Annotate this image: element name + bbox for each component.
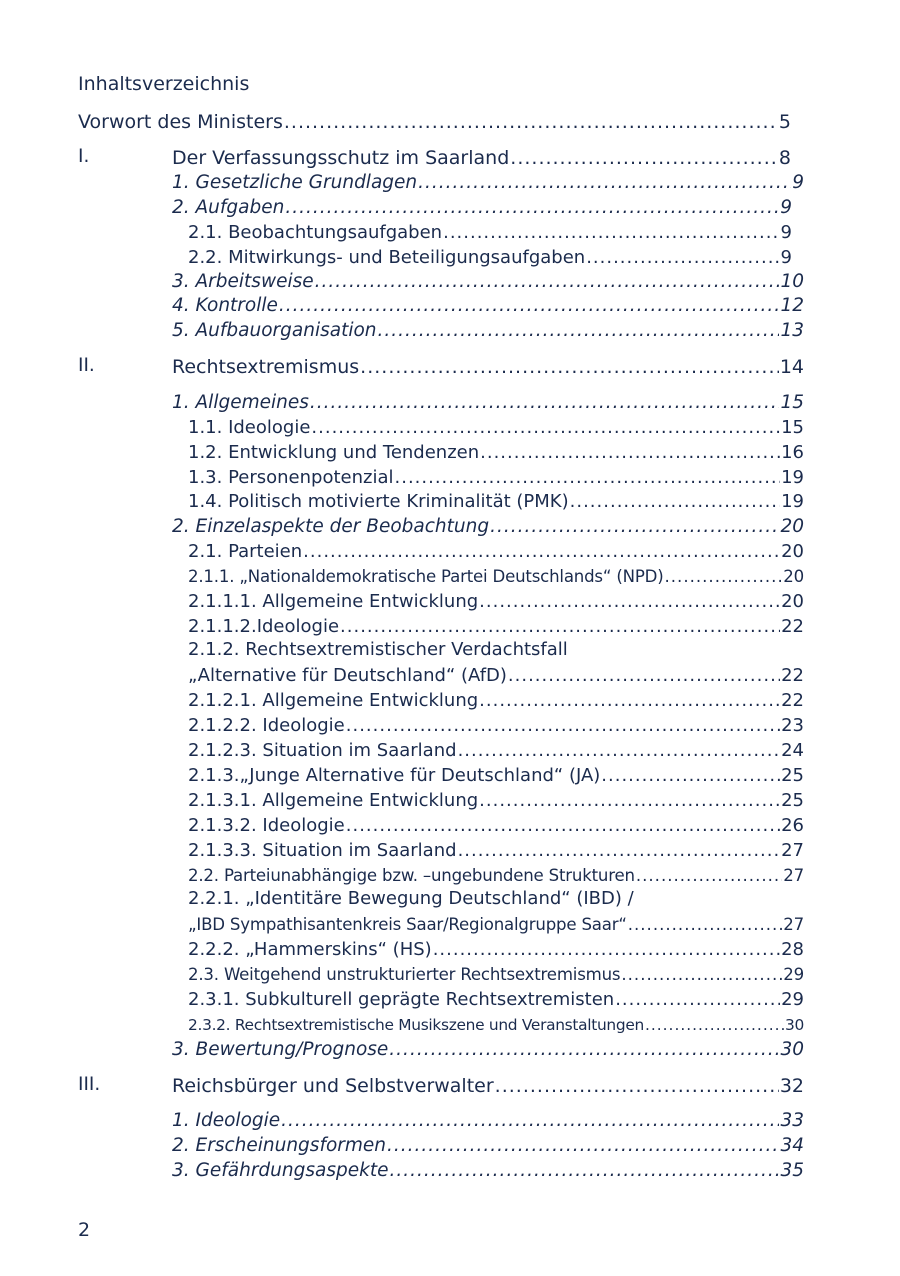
leader-dots	[387, 1134, 779, 1158]
toc-entry-text: 2.1.3.3. Situation im Saarland	[188, 840, 457, 861]
toc-entry-text: 2.3. Weitgehend unstrukturierter Rechtsextremismus	[188, 965, 621, 984]
toc-entry[interactable]	[188, 416, 804, 440]
leader-dots	[508, 664, 780, 688]
toc-entry-page: 35	[780, 1160, 804, 1181]
toc-entry[interactable]	[188, 714, 804, 738]
toc-heading: Inhaltsverzeichnis	[78, 73, 250, 95]
leader-dots	[346, 714, 780, 738]
toc-entry-text: 2.1.1.2.Ideologie	[188, 616, 340, 637]
toc-entry-page: 22	[781, 616, 804, 637]
toc-entry-page: 8	[778, 147, 791, 169]
toc-entry[interactable]	[188, 913, 804, 937]
toc-entry[interactable]	[188, 864, 804, 888]
toc-entry-text: 2.1. Parteien	[188, 541, 303, 562]
toc-entry-page: 33	[780, 1110, 804, 1131]
toc-entry[interactable]	[172, 1134, 804, 1158]
section-numeral: II.	[78, 355, 95, 376]
leader-dots	[458, 839, 781, 863]
leader-dots	[389, 1159, 779, 1183]
toc-entry-page: 14	[779, 356, 804, 378]
leader-dots	[389, 1038, 779, 1062]
toc-entry-text: 2. Einzelaspekte der Beobachtung	[172, 516, 490, 537]
leader-dots	[284, 110, 778, 134]
toc-entry[interactable]	[188, 441, 804, 465]
leader-dots	[479, 789, 780, 813]
toc-section-3[interactable]	[172, 1074, 804, 1098]
toc-entry[interactable]	[188, 988, 804, 1012]
toc-entry-text: 2.1.2.3. Situation im Saarland	[188, 740, 457, 761]
leader-dots	[346, 814, 780, 838]
toc-entry[interactable]	[188, 540, 804, 564]
toc-section-2[interactable]	[172, 355, 804, 379]
toc-entry-page: 20	[783, 567, 804, 586]
toc-entry-text: 1. Allgemeines	[172, 392, 309, 413]
toc-entry-text: 2.1.2.1. Allgemeine Entwicklung	[188, 690, 479, 711]
toc-entry-page: 16	[781, 442, 804, 463]
toc-entry-page: 25	[781, 790, 804, 811]
leader-dots	[479, 590, 780, 614]
toc-entry-text: 2.2.1. „Identitäre Bewegung Deutschland“ (IBD) /	[188, 888, 634, 909]
leader-dots	[628, 913, 783, 937]
toc-entry-page: 9	[780, 222, 792, 243]
toc-entry-page: 10	[780, 271, 804, 292]
toc-entry-text: 1.1. Ideologie	[188, 417, 311, 438]
toc-entry-page: 25	[781, 765, 804, 786]
toc-entry-page: 30	[785, 1016, 804, 1034]
toc-entry[interactable]	[188, 664, 804, 688]
toc-entry-page: 9	[780, 197, 792, 218]
toc-entry-text: „IBD Sympathisantenkreis Saar/Regionalgruppe Saar“	[188, 915, 627, 934]
toc-entry-page: 22	[781, 665, 804, 686]
toc-entry-page: 22	[781, 690, 804, 711]
toc-entry-text: „Alternative für Deutschland“ (AfD)	[188, 665, 507, 686]
toc-entry-page: 27	[783, 866, 804, 885]
leader-dots	[281, 1109, 779, 1133]
toc-entry-page: 20	[781, 541, 804, 562]
leader-dots	[510, 146, 778, 170]
toc-entry-text: 1.3. Personenpotenzial	[188, 467, 394, 488]
toc-entry-page: 32	[779, 1075, 804, 1097]
toc-entry-page: 5	[778, 111, 791, 133]
leader-dots	[310, 391, 780, 415]
toc-entry-page: 19	[781, 491, 804, 512]
toc-entry-text: 2.2.2. „Hammerskins“ (HS)	[188, 939, 432, 960]
toc-section-1[interactable]	[172, 146, 791, 170]
toc-entry-page: 23	[781, 715, 804, 736]
toc-entry-page: 15	[780, 392, 804, 413]
leader-dots	[279, 294, 780, 318]
toc-entry-text: 2.1.3.2. Ideologie	[188, 815, 345, 836]
toc-entry[interactable]	[188, 565, 804, 589]
toc-entry-text: 4. Kontrolle	[172, 295, 278, 316]
toc-entry[interactable]	[188, 764, 804, 788]
leader-dots	[458, 739, 781, 763]
toc-entry-page: 24	[781, 740, 804, 761]
leader-dots	[418, 171, 791, 195]
toc-entry-text: 3. Arbeitsweise	[172, 271, 314, 292]
leader-dots	[340, 615, 780, 639]
toc-entry[interactable]	[188, 590, 804, 614]
toc-entry[interactable]	[172, 391, 804, 415]
leader-dots	[303, 540, 780, 564]
toc-entry[interactable]	[188, 814, 804, 838]
toc-entry-page: 30	[780, 1039, 804, 1060]
toc-entry[interactable]	[172, 171, 804, 195]
toc-entry-text: 2.1.3.„Junge Alternative für Deutschland“ (JA)	[188, 765, 601, 786]
toc-entry-text: 1.2. Entwicklung und Tendenzen	[188, 442, 480, 463]
toc-entry-text: Vorwort des Ministers	[78, 111, 283, 133]
toc-entry-page: 29	[781, 989, 804, 1010]
toc-entry[interactable]	[188, 490, 804, 514]
toc-entry-text: 3. Bewertung/Prognose	[172, 1039, 389, 1060]
toc-entry[interactable]	[188, 938, 804, 962]
leader-dots	[601, 764, 780, 788]
toc-entry-text: 2.3.2. Rechtsextremistische Musikszene und Veranstaltungen	[188, 1016, 644, 1034]
leader-dots	[443, 221, 779, 245]
toc-entry-text: 2.1.1.1. Allgemeine Entwicklung	[188, 591, 479, 612]
toc-entry-text: 1. Gesetzliche Grundlagen	[172, 172, 418, 193]
leader-dots	[433, 938, 780, 962]
toc-entry-page: 9	[780, 247, 792, 268]
toc-entry-text: Reichsbürger und Selbstverwalter	[172, 1075, 494, 1097]
leader-dots	[285, 196, 779, 220]
toc-entry-text: 2. Erscheinungsformen	[172, 1135, 387, 1156]
toc-entry[interactable]	[172, 1159, 804, 1183]
section-numeral: III.	[78, 1074, 101, 1095]
toc-entry-text: 2.1.3.1. Allgemeine Entwicklung	[188, 790, 479, 811]
leader-dots	[360, 355, 779, 379]
leader-dots	[615, 988, 780, 1012]
toc-entry-page: 27	[783, 915, 804, 934]
leader-dots	[395, 466, 781, 490]
toc-entry[interactable]	[172, 270, 804, 294]
leader-dots	[665, 565, 783, 589]
toc-entry[interactable]	[188, 615, 804, 639]
leader-dots	[378, 319, 780, 343]
toc-entry-text: Der Verfassungsschutz im Saarland	[172, 147, 510, 169]
toc-entry-text: 5. Aufbauorganisation	[172, 320, 377, 341]
leader-dots	[636, 864, 782, 888]
toc-entry-text: 2. Aufgaben	[172, 197, 285, 218]
toc-entry-page: 19	[781, 467, 804, 488]
toc-entry-page: 20	[781, 591, 804, 612]
leader-dots	[490, 515, 779, 539]
toc-entry[interactable]	[172, 1038, 804, 1062]
toc-entry[interactable]	[188, 963, 804, 987]
toc-entry[interactable]	[172, 1109, 804, 1133]
toc-entry[interactable]	[172, 515, 804, 539]
leader-dots	[570, 490, 780, 514]
toc-entry[interactable]	[188, 1013, 804, 1037]
toc-entry-page: 13	[780, 320, 804, 341]
toc-entry-text: 2.1.2. Rechtsextremistischer Verdachtsfall	[188, 639, 568, 660]
toc-entry-page: 34	[780, 1135, 804, 1156]
toc-entry-page: 15	[781, 417, 804, 438]
toc-entry-page: 28	[781, 939, 804, 960]
leader-dots	[315, 270, 780, 294]
toc-entry[interactable]	[172, 319, 804, 343]
toc-entry-text: 2.2. Parteiunabhängige bzw. –ungebundene Strukturen	[188, 866, 635, 885]
toc-entry[interactable]	[188, 246, 792, 270]
toc-entry-text: 2.1.2.2. Ideologie	[188, 715, 345, 736]
toc-entry-page: 12	[780, 295, 804, 316]
toc-entry-text: 2.1. Beobachtungsaufgaben	[188, 222, 443, 243]
page-number: 2	[78, 1219, 91, 1241]
toc-entry[interactable]	[172, 196, 792, 220]
toc-entry[interactable]	[188, 839, 804, 863]
toc-entry[interactable]	[188, 739, 804, 763]
toc-entry-page: 26	[781, 815, 804, 836]
toc-entry-text: 1. Ideologie	[172, 1110, 281, 1131]
toc-entry-text: 3. Gefährdungsaspekte	[172, 1160, 389, 1181]
leader-dots	[311, 416, 780, 440]
toc-entry[interactable]	[188, 689, 804, 713]
toc-entry[interactable]	[188, 789, 804, 813]
leader-dots	[586, 246, 779, 270]
toc-entry-text: 2.3.1. Subkulturell geprägte Rechtsextremisten	[188, 989, 615, 1010]
toc-entry-page: 20	[780, 516, 804, 537]
leader-dots	[621, 963, 782, 987]
toc-entry[interactable]	[188, 221, 792, 245]
toc-entry-text: 2.1.1. „Nationaldemokratische Partei Deutschlands“ (NPD)	[188, 567, 664, 586]
leader-dots	[479, 689, 780, 713]
toc-entry-text: 1.4. Politisch motivierte Kriminalität (PMK)	[188, 491, 569, 512]
leader-dots	[495, 1074, 779, 1098]
toc-entry-page: 27	[781, 840, 804, 861]
toc-entry-text: 2.2. Mitwirkungs- und Beteiligungsaufgaben	[188, 247, 586, 268]
leader-dots	[645, 1013, 784, 1037]
toc-entry-page: 9	[792, 172, 804, 193]
toc-entry-foreword[interactable]	[78, 110, 791, 134]
toc-entry[interactable]	[172, 294, 804, 318]
toc-entry[interactable]	[188, 466, 804, 490]
toc-entry-page: 29	[783, 965, 804, 984]
leader-dots	[480, 441, 780, 465]
toc-entry-text: Rechtsextremismus	[172, 356, 360, 378]
section-numeral: I.	[78, 146, 90, 167]
